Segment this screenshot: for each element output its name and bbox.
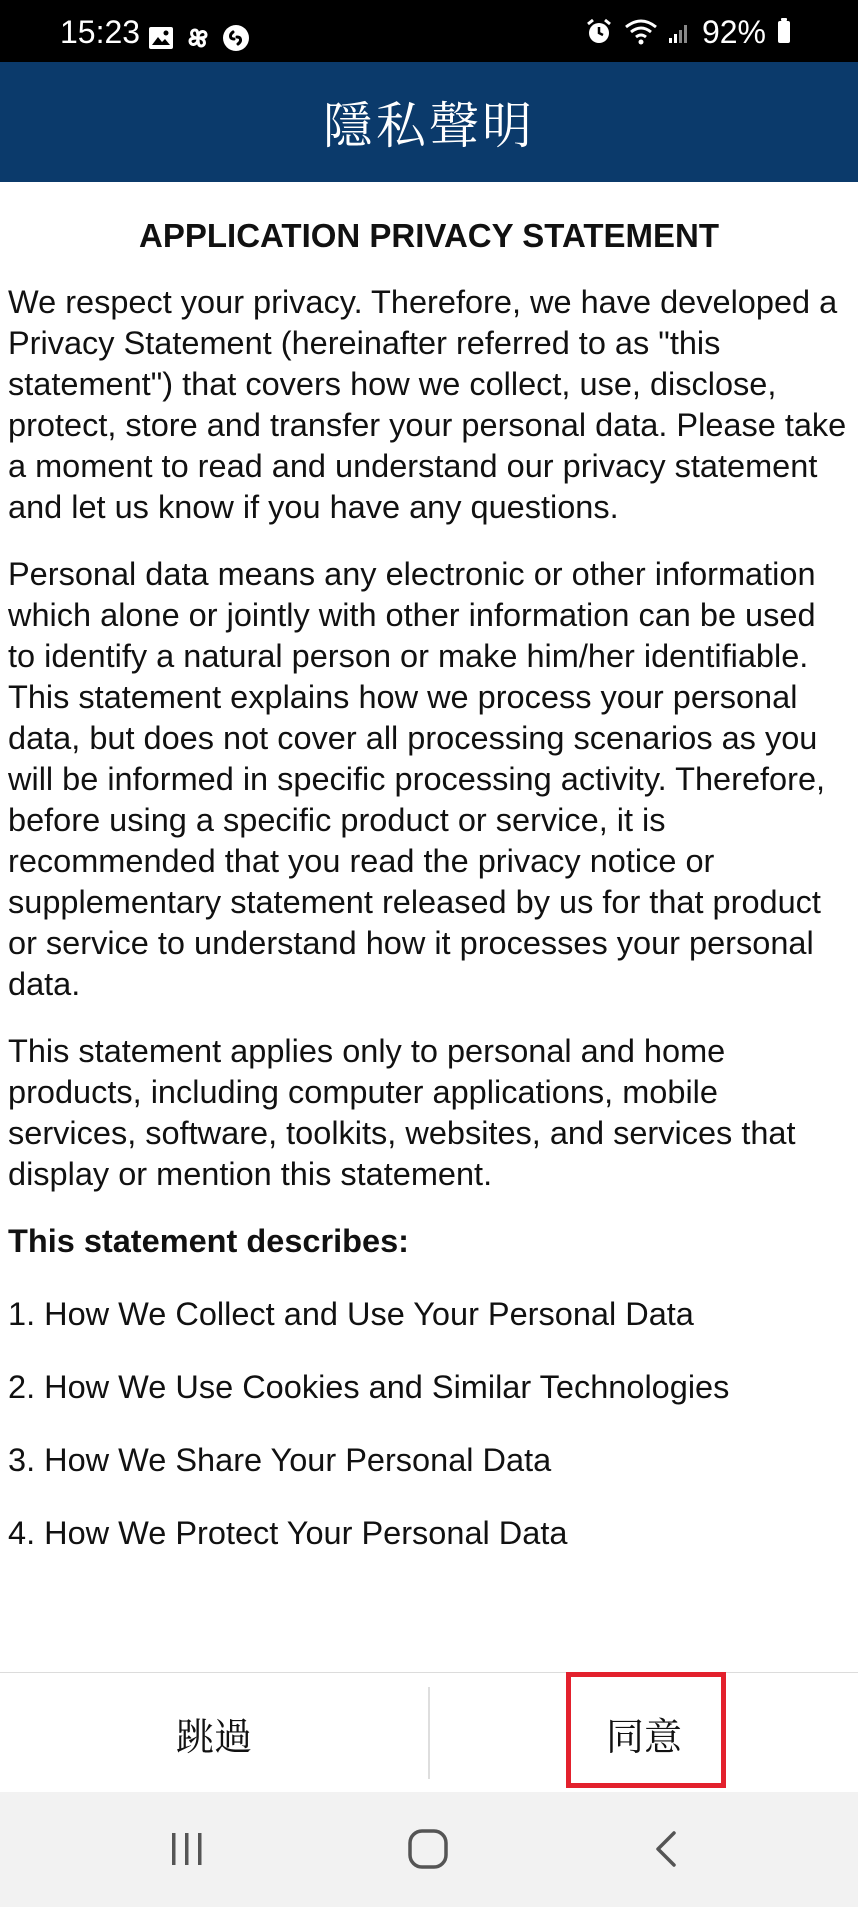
agree-highlight-box	[566, 1672, 726, 1788]
skip-button[interactable]: 跳過	[175, 1716, 252, 1759]
privacy-content[interactable]	[0, 182, 858, 1672]
status-left-icons	[148, 22, 250, 54]
alarm-icon	[584, 17, 614, 47]
status-right	[584, 14, 790, 50]
paragraph-scope: This statement applies only to personal and home products, including computer applications, mobile services, software, toolkits, websites, and services that display or mention this statement.	[8, 1033, 796, 1192]
statement-title: APPLICATION PRIVACY STATEMENT	[139, 217, 719, 254]
paragraph-respect: We respect your privacy. Therefore, we have developed a Privacy Statement (hereinafter referred to as "this statement") that covers how we collect, use, disclose, protect, store and transfer your personal data. Please take a moment to read and understand our privacy statement and let us know if you have any questions.	[8, 284, 847, 525]
list-item: 4. How We Protect Your Personal Data	[8, 1515, 568, 1551]
home-icon	[406, 1827, 450, 1871]
gallery-icon	[148, 26, 174, 50]
app-header	[0, 62, 858, 182]
status-bar	[0, 0, 858, 62]
battery-percent: 92%	[701, 14, 766, 50]
wifi-icon	[624, 18, 658, 46]
list-item: 1. How We Collect and Use Your Personal Data	[8, 1296, 694, 1332]
recent-apps-icon	[167, 1829, 207, 1869]
pinwheel-icon	[184, 24, 212, 52]
navigation-bar	[0, 1792, 858, 1907]
action-bar	[0, 1672, 858, 1793]
list-item: 3. How We Share Your Personal Data	[8, 1442, 552, 1478]
home-button[interactable]	[383, 1816, 473, 1882]
signal-icon	[668, 20, 692, 44]
back-button[interactable]	[622, 1816, 712, 1882]
page-title: 隱私聲明	[323, 98, 535, 154]
back-icon	[647, 1829, 687, 1869]
recent-apps-button[interactable]	[142, 1816, 232, 1882]
paragraph-personal-data: Personal data means any electronic or other information which alone or jointly with other information can be used to identify a natural person or make him/her identifiable. This statement explains how we process your personal data, but does not cover all processing scenarios as you will be informed in specific processing activity. Therefore, before using a specific product or service, it is recommended that you read the privacy notice or supplementary statement released by us for that product or service to understand how it processes your personal data.	[8, 556, 826, 1002]
describes-heading: This statement describes:	[8, 1223, 409, 1259]
status-time: 15:23	[60, 14, 141, 50]
agree-button[interactable]: 同意	[605, 1716, 682, 1759]
list-item: 2. How We Use Cookies and Similar Technologies	[8, 1369, 730, 1405]
battery-icon	[778, 21, 790, 43]
shazam-icon	[222, 24, 250, 52]
